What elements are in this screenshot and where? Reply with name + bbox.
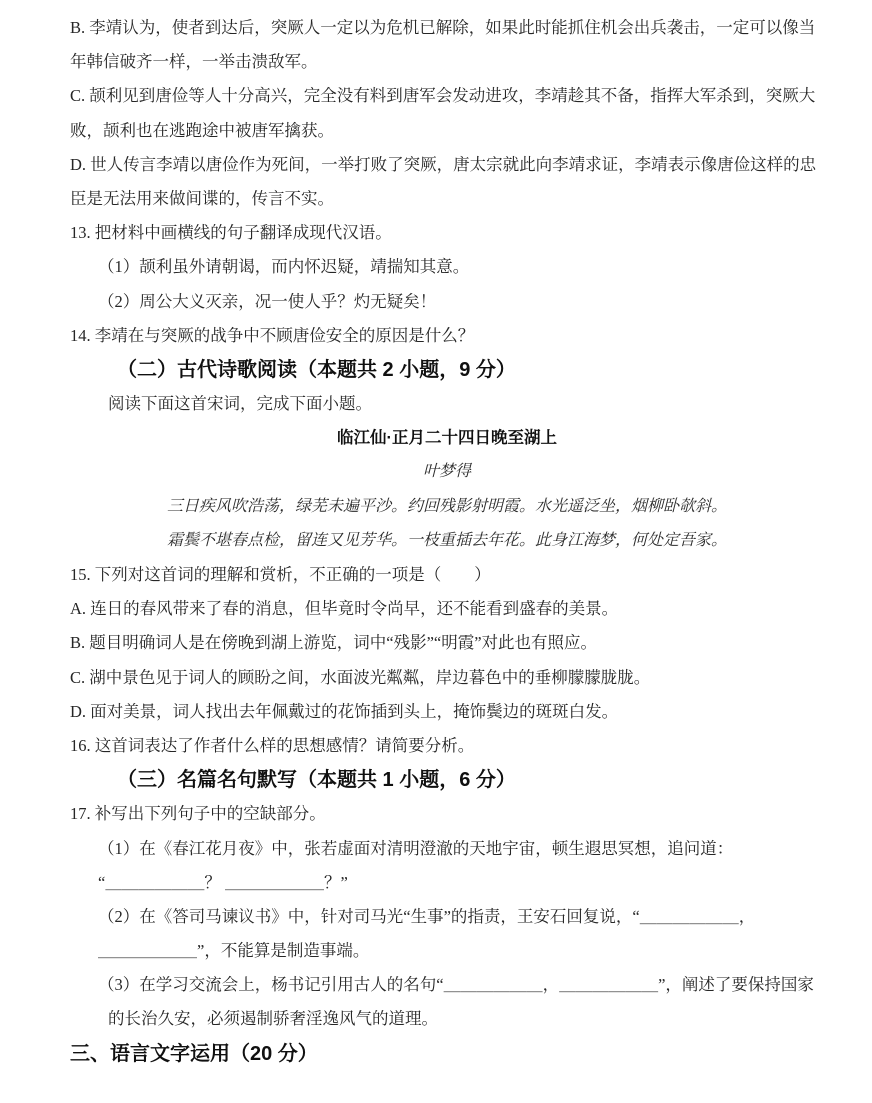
option-c-line-1: C. 颉利见到唐俭等人十分高兴，完全没有料到唐军会发动进攻，李靖趁其不备，指挥大军杀到，突厥大 (70, 86, 816, 106)
poem-line-2: 霜鬓不堪春点检，留连又见芳华。一枝重插去年花。此身江海梦，何处定吾家。 (166, 531, 727, 549)
option-c-line-2: 败，颉利也在逃跑途中被唐军擒获。 (70, 120, 334, 140)
question-17-part-2-line-1: （2）在《答司马谏议书》中，针对司马光“生事”的指责，王安石回复说，“＿＿＿＿＿＿， (98, 906, 756, 926)
option-d-line-2: 臣是无法用来做间谍的，传言不实。 (70, 188, 334, 208)
poem-line-1: 三日疾风吹浩荡，绿芜未遍平沙。约回残影射明霞。水光遥泛坐，烟柳卧欹斜。 (166, 497, 727, 515)
section-header-poetry: （二）古代诗歌阅读（本题共 2 小题，9 分） (117, 358, 516, 381)
question-15-option-b: B. 题目明确词人是在傍晚到湖上游览，词中“残影”“明霞”对此也有照应。 (70, 633, 598, 653)
question-13-part-2: （2）周公大义灭亲，况一使人乎？灼无疑矣！ (98, 291, 437, 311)
question-17-stem: 17. 补写出下列句子中的空缺部分。 (70, 804, 326, 824)
section-header-language-use: 三、语言文字运用（20 分） (70, 1042, 318, 1065)
question-14-stem: 14. 李靖在与突厥的战争中不顾唐俭安全的原因是什么？ (70, 325, 475, 345)
question-17-part-2-line-2: ＿＿＿＿＿＿”，不能算是制造事端。 (98, 941, 370, 961)
option-b-line-2: 年韩信破齐一样，一举击溃敌军。 (70, 52, 318, 72)
question-17-part-3-line-2: 的长治久安，必须遏制骄奢淫逸风气的道理。 (108, 1009, 438, 1029)
question-17-part-1-blanks: “＿＿＿＿＿＿？ ＿＿＿＿＿＿？” (98, 872, 348, 892)
option-d-line-1: D. 世人传言李靖以唐俭作为死间，一举打败了突厥，唐太宗就此向李靖求证，李靖表示像唐俭这样的忠 (70, 154, 817, 174)
question-17-part-3-line-1: （3）在学习交流会上，杨书记引用古人的名句“＿＿＿＿＿＿，＿＿＿＿＿＿”，阐述了要保持国家 (98, 975, 814, 995)
question-13-part-1: （1）颉利虽外请朝谒，而内怀迟疑，靖揣知其意。 (98, 257, 470, 277)
poetry-intro: 阅读下面这首宋词，完成下面小题。 (108, 394, 372, 414)
poem-author: 叶梦得 (422, 463, 471, 481)
question-15-stem: 15. 下列对这首词的理解和赏析，不正确的一项是（ ） (70, 565, 491, 584)
question-15-option-a: A. 连日的春风带来了春的消息，但毕竟时令尚早，还不能看到盛春的美景。 (70, 599, 619, 619)
question-17-part-1-line-1: （1）在《春江花月夜》中，张若虚面对清明澄澈的天地宇宙，顿生遐思冥想，追问道： (98, 838, 734, 858)
question-15-option-d: D. 面对美景，词人找出去年佩戴过的花饰插到头上，掩饰鬓边的斑斑白发。 (70, 701, 619, 721)
poem-title: 临江仙·正月二十四日晚至湖上 (337, 429, 557, 448)
option-b-line-1: B. 李靖认为，使者到达后，突厥人一定以为危机已解除，如果此时能抓住机会出兵袭击，一定可以像当 (70, 18, 816, 37)
section-header-dictation: （三）名篇名句默写（本题共 1 小题，6 分） (117, 769, 516, 792)
question-15-option-c: C. 湖中景色见于词人的顾盼之间，水面波光粼粼，岸边暮色中的垂柳朦朦胧胧。 (70, 667, 651, 687)
question-13-stem: 13. 把材料中画横线的句子翻译成现代汉语。 (70, 223, 392, 243)
question-16-stem: 16. 这首词表达了作者什么样的思想感情？请简要分析。 (70, 735, 475, 755)
